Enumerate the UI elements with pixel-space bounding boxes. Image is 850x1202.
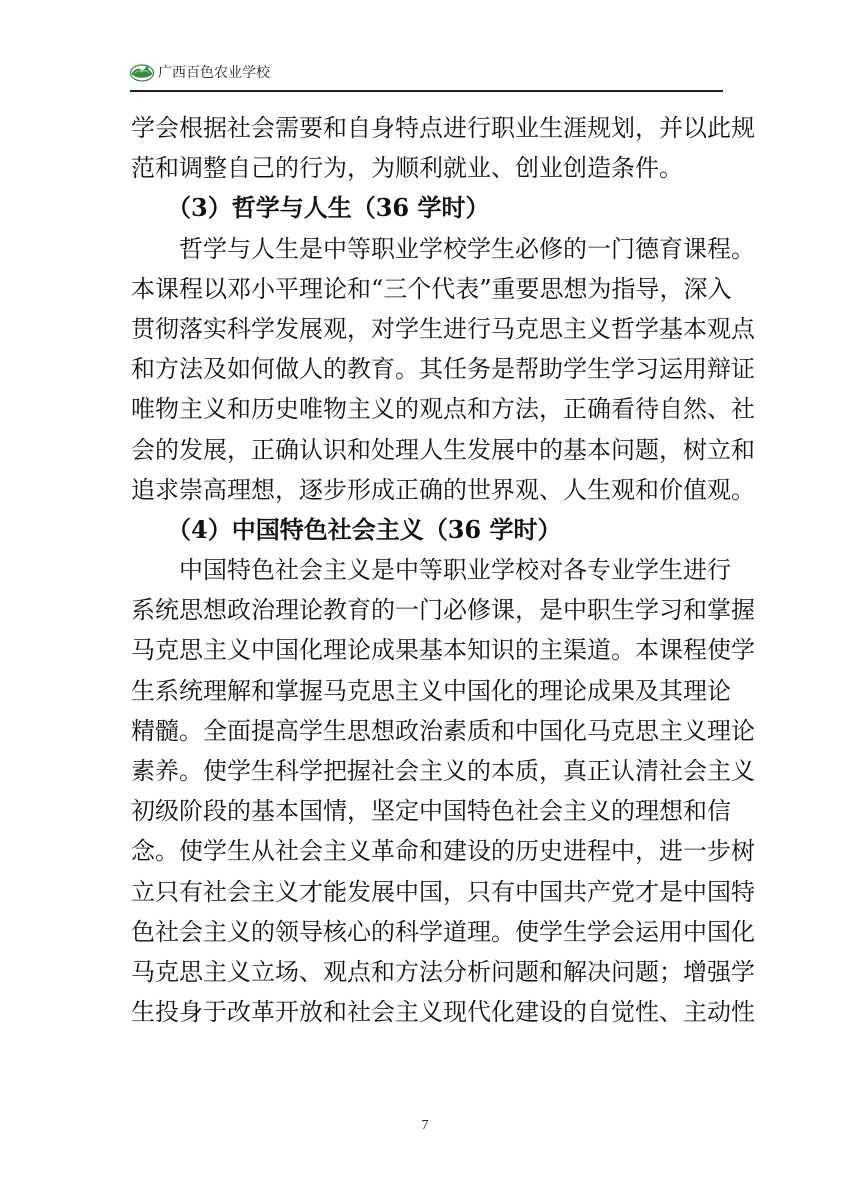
page-header	[130, 56, 723, 90]
school-name: 广西百色农业学校	[158, 65, 270, 81]
document-body	[131, 108, 755, 1032]
paragraph-line: 本课程以邓小平理论和“三个代表”重要思想为指导，深入	[131, 274, 732, 303]
header-divider	[130, 90, 723, 92]
paragraph-line: 系统思想政治理论教育的一门必修课，是中职生学习和掌握	[131, 596, 755, 625]
paragraph-first-line: 中国特色社会主义是中等职业学校对各专业学生进行	[179, 556, 731, 585]
section-heading: （4）中国特色社会主义（36 学时）	[167, 514, 562, 544]
paragraph-first-line: 哲学与人生是中等职业学校学生必修的一门德育课程。	[179, 234, 755, 263]
paragraph-line: 马克思主义立场、观点和方法分析问题和解决问题；增强学	[131, 957, 755, 986]
page-number: 7	[421, 1118, 429, 1133]
paragraph-line: 素养。使学生科学把握社会主义的本质，真正认清社会主义	[131, 757, 755, 785]
paragraph-line: 精髓。全面提高学生思想政治素质和中国化马克思主义理论	[131, 716, 755, 745]
school-logo-icon	[130, 62, 154, 82]
paragraph-line: 贯彻落实科学发展观，对学生进行马克思主义哲学基本观点	[131, 314, 755, 343]
paragraph-line: 唯物主义和历史唯物主义的观点和方法，正确看待自然、社	[131, 395, 755, 424]
paragraph-line: 生系统理解和掌握马克思主义中国化的理论成果及其理论	[131, 676, 731, 705]
paragraph-line: 立只有社会主义才能发展中国，只有中国共产党才是中国特	[131, 877, 755, 906]
paragraph-line: 色社会主义的领导核心的科学道理。使学生学会运用中国化	[131, 917, 755, 946]
paragraph-line: 念。使学生从社会主义革命和建设的历史进程中，进一步树	[131, 837, 755, 866]
paragraph-line: 追求崇高理想，逐步形成正确的世界观、人生观和价值观。	[131, 475, 755, 504]
paragraph-line: 会的发展，正确认识和处理人生发展中的基本问题，树立和	[131, 435, 755, 464]
paragraph-line: 初级阶段的基本国情，坚定中国特色社会主义的理想和信	[131, 797, 731, 826]
section-heading: （3）哲学与人生（36 学时）	[167, 193, 490, 223]
paragraph-line: 学会根据社会需要和自身特点进行职业生涯规划，并以此规	[131, 114, 755, 142]
paragraph-line: 马克思主义中国化理论成果基本知识的主渠道。本课程使学	[131, 636, 755, 665]
paragraph-last-line: 范和调整自己的行为，为顺利就业、创业创造条件。	[131, 154, 683, 183]
paragraph-line: 生投身于改革开放和社会主义现代化建设的自觉性、主动性	[131, 998, 755, 1027]
paragraph-line: 和方法及如何做人的教育。其任务是帮助学生学习运用辩证	[131, 355, 755, 384]
